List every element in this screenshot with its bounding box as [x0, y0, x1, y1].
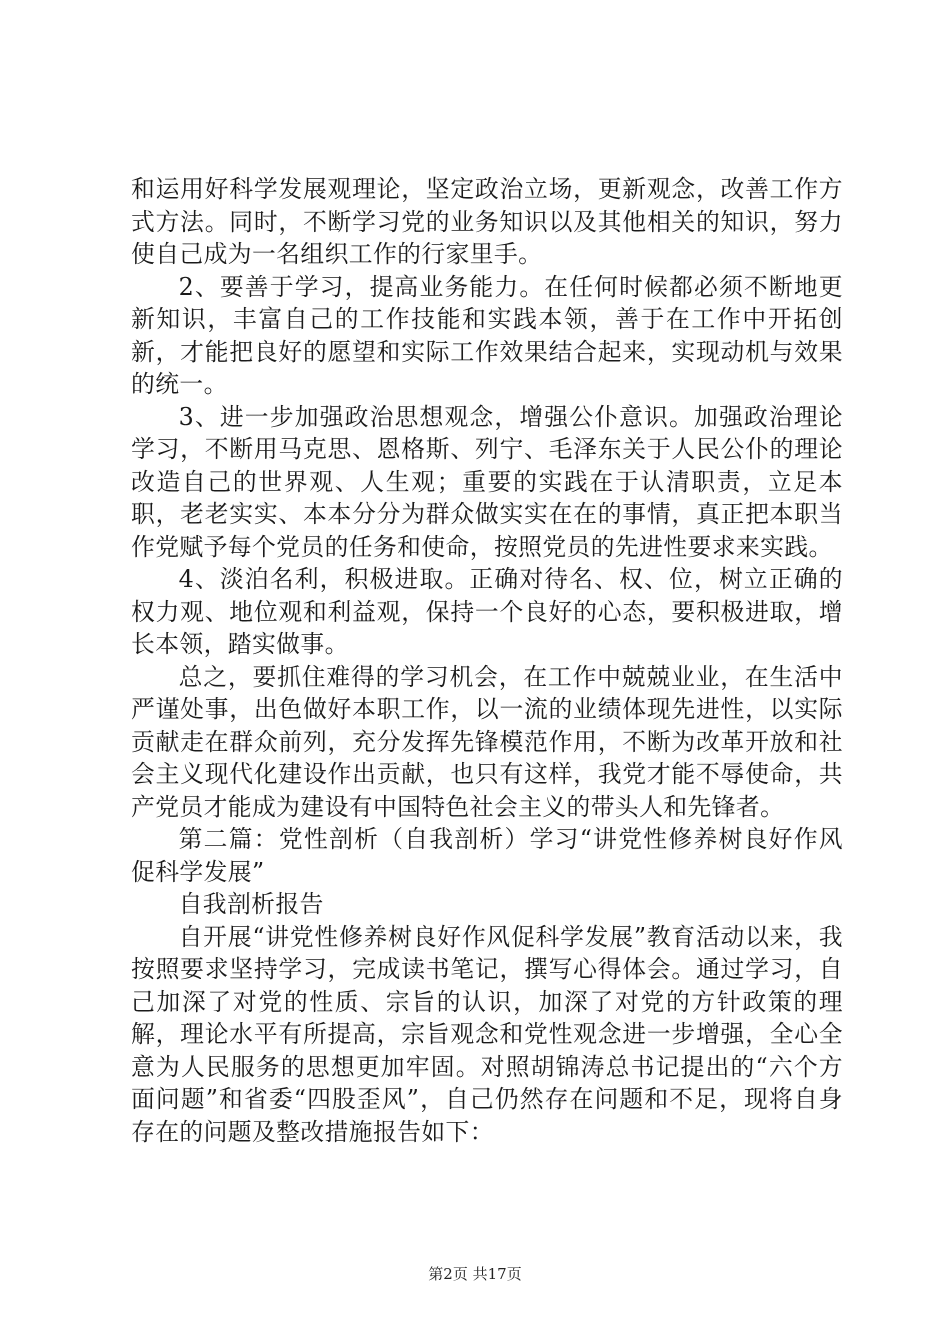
paragraph-item-2: 2、要善于学习，提高业务能力。在任何时候都必须不断地更新知识，丰富自己的工作技能和实践本领，善于在工作中开拓创新，才能把良好的愿望和实际工作效果结合起来，实现动机与效果的统一。	[131, 272, 843, 398]
page-footer	[0, 1263, 950, 1284]
paragraph-continuation: 和运用好科学发展观理论，坚定政治立场，更新观念，改善工作方式方法。同时，不断学习党的业务知识以及其他相关的知识，努力使自己成为一名组织工作的行家里手。	[131, 175, 843, 268]
document-body	[131, 173, 843, 1148]
paragraph-summary: 总之，要抓住难得的学习机会，在工作中兢兢业业，在生活中严谨处事，出色做好本职工作，以一流的业绩体现先进性，以实际贡献走在群众前列，充分发挥先锋模范作用，不断为改革开放和社会主义现代化建设作出贡献，也只有这样，我党才能不辱使命，共产党员才能成为建设有中国特色社会主义的带头人和先锋者。	[131, 662, 843, 821]
paragraph-item-4: 4、淡泊名利，积极进取。正确对待名、权、位，树立正确的权力观、地位观和利益观，保持一个良好的心态，要积极进取，增长本领，踏实做事。	[131, 565, 843, 658]
report-title: 自我剖析报告	[178, 890, 324, 918]
section-heading: 第二篇：党性剖析（自我剖析）学习“讲党性修养树良好作风促科学发展”	[131, 825, 843, 886]
paragraph-report-intro: 自开展“讲党性修养树良好作风促科学发展”教育活动以来，我按照要求坚持学习，完成读书笔记，撰写心得体会。通过学习，自己加深了对党的性质、宗旨的认识，加深了对党的方针政策的理解，理论水平有所提高，宗旨观念和党性观念进一步增强，全心全意为人民服务的思想更加牢固。对照胡锦涛总书记提出的“六个方面问题”和省委“四股歪风”，自己仍然存在问题和不足，现将自身存在的问题及整改措施报告如下：	[131, 922, 843, 1146]
page-number: 第2页 共17页	[428, 1265, 522, 1283]
paragraph-item-3: 3、进一步加强政治思想观念，增强公仆意识。加强政治理论学习，不断用马克思、恩格斯、列宁、毛泽东关于人民公仆的理论改造自己的世界观、人生观；重要的实践在于认清职责，立足本职，老老实实、本本分分为群众做实实在在的事情，真正把本职当作党赋予每个党员的任务和使命，按照党员的先进性要求来实践。	[131, 402, 843, 561]
